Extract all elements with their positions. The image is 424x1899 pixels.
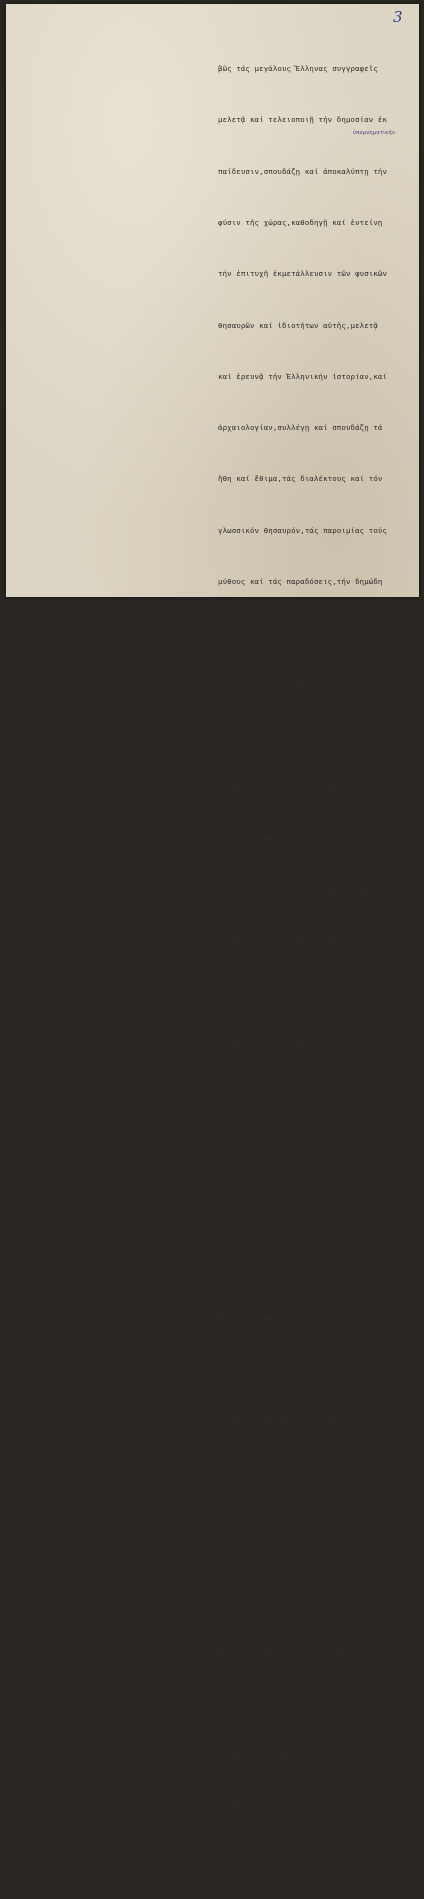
paragraph-gap bbox=[218, 1154, 424, 1163]
text-line: παίδευσιν,σπουδάζῃ καί ἀποκαλύπτῃ τήν bbox=[218, 166, 388, 176]
typewritten-text bbox=[218, 26, 424, 1899]
text-line: Νά διακρίνωμεν τούς ἐν Ἑλλάδι προέ- bbox=[218, 1646, 378, 1656]
text-line: τητα καί καρποφόρον συνεργασίαν,πρός bbox=[218, 1364, 383, 1374]
text-line: γλωσσικόν θησαυρόν,τάς παροιμίας τούς bbox=[218, 525, 388, 535]
text-line: ἀκαδημαϊκόν ἀξίωμα. bbox=[218, 1851, 305, 1861]
text-line: ματικάς δυνάμεις. bbox=[218, 1518, 296, 1528]
text-line: τάς τοῦ Ἔθνους,δημιουργήσῃ καί ἀμαδεί- bbox=[218, 884, 392, 894]
text-line: ἀρχαιολογίαν,συλλέγῃ καί σπουδάζῃ τά bbox=[218, 423, 383, 433]
text-line: ας,ἀναφέροντες αὐτούς εἰς τό ὕπατον bbox=[218, 1800, 378, 1810]
text-line: χοντας ἐν τῷ πνευματικῷ ἀγῶνι καί τι- bbox=[218, 1698, 388, 1707]
text-line: Ἑλληνικήν Ἐπιστήμην καί ἐν γένει ἐ- bbox=[218, 987, 378, 997]
text-line: φύσιν τῆς χώρας,καθοδηγῇ καί ἐντείνῃ bbox=[218, 218, 383, 228]
text-line: χνης,τάς κορυφαίας τοῦ Ἔθνους πνευ- bbox=[218, 1466, 378, 1476]
text-line: μύθους καί τάς παραδόσεις,τήν δημώδη bbox=[218, 577, 383, 586]
handwritten-annotation: ὑπομνηματικήν bbox=[353, 130, 396, 136]
text-line: ἤθη καί ἔθιμα,τάς διαλέκτους καί τόν bbox=[218, 474, 383, 484]
text-line: μουσικήν καί ποίησιν,καί καθόλου τά bbox=[218, 628, 378, 638]
text-line: καί ὑλικά συμφέροντα τοῦ τόπου. bbox=[218, 1089, 360, 1099]
paragraph-gap bbox=[218, 1582, 424, 1591]
text-line: ας,ἀκμῆς καί δόξης τοῦ Κράτους,ἐνθαρ- bbox=[218, 782, 388, 792]
text-line: θησαυρῶν καί ἰδιοτήτων αὐτῆς,μελετᾷ bbox=[218, 320, 378, 330]
text-line: τήν ἐπιτυχῆ ἐκμετάλλευσιν τῶν φυσικῶν bbox=[218, 269, 388, 279]
text-line: προαγωγήν τῆς Ἐπιστήμης καί τῆς Τέ- bbox=[218, 1415, 378, 1425]
text-line: ρύνῃ καί ζωογονῇ τάς πνευματικάς ἀρε- bbox=[218, 833, 388, 843]
section-heading: Εὐδοκήσαντες: bbox=[218, 1201, 278, 1211]
text-line: ζῃ ἀκμαίαν καί σελαγίζουσαν νεωτέραν bbox=[218, 935, 383, 945]
document-page bbox=[6, 4, 419, 1861]
text-line: Νά συνενώσωμεν εἰς κοινήν συναδελφό- bbox=[218, 1312, 383, 1322]
text-line: μελετᾷ καί τελειοποιῇ τήν δημοσίαν ἐκ bbox=[218, 115, 388, 125]
text-line: βῶς τάς μεγάλους Ἕλληνας συγγραφεῖς bbox=[218, 64, 378, 74]
paragraph-gap bbox=[218, 1249, 424, 1258]
page-number: 3 bbox=[393, 8, 403, 26]
text-line: καί ἐρευνᾷ τήν Ἑλληνικήν ἱστορίαν,καί bbox=[218, 371, 388, 381]
text-line: τοῦ βίου καί τήν λαογραφίαν τοῦ Ἑλλη- bbox=[218, 679, 388, 689]
text-line: ξυπηρετῇ καί προάγῃ τά μεγάλα ἠθικά bbox=[218, 1038, 378, 1048]
text-line: νικοῦ λαοῦ,ἐφαρμόζῃ νέα ὅπλα ἀσφαλεί- bbox=[218, 730, 388, 740]
text-line: μήσωμεν τούς πρωτεργάτας τῆς διανοί- bbox=[218, 1749, 383, 1759]
